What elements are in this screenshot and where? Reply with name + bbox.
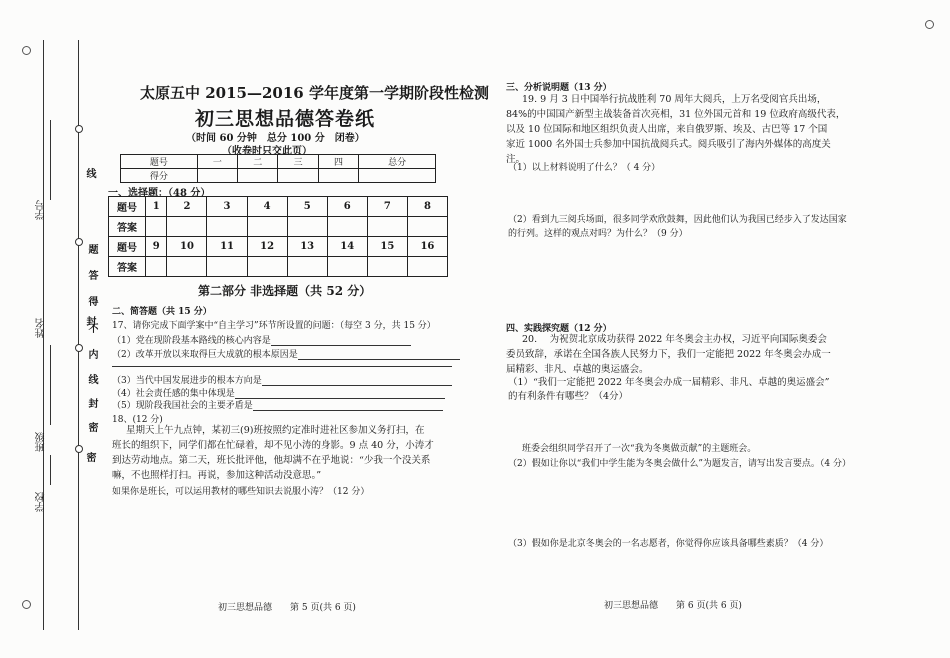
warning-char: 线: [86, 374, 97, 384]
q17-1-text: （1）党在现阶段基本路线的核心内容是: [112, 336, 271, 346]
score-cell[interactable]: [359, 169, 436, 183]
warning-char: 题: [86, 244, 97, 254]
section3-heading: 三、分析说明题（13 分）: [506, 83, 612, 93]
warning-char: 密: [86, 422, 97, 432]
q18-question: 如果你是班长，可以运用教材的哪些知识去说服小涛？（12 分）: [112, 487, 370, 497]
warning-char: 内: [86, 349, 97, 359]
score-header-cell: 一: [197, 155, 237, 169]
exam-name: 太原五中 2015—2016 学年度第一学期阶段性检测: [140, 84, 489, 102]
answer-cell[interactable]: [207, 257, 247, 277]
score-row-label: 得分: [121, 169, 198, 183]
choice-number: 6: [327, 197, 367, 217]
answer-cell[interactable]: [247, 217, 287, 237]
answer-row-label: 答案: [109, 257, 146, 277]
choice-number: 12: [247, 237, 287, 257]
q20-line: 20. 为祝贺北京成功获得 2022 年冬奥会主办权，习近平向国际奥委会: [522, 334, 827, 345]
answer-space[interactable]: [506, 404, 846, 434]
q18-line: 班长的组织下，同学们都在忙碌着，却不见小涛的身影。9 点 40 分，小涛才: [112, 440, 434, 451]
punch-hole: [925, 20, 934, 29]
answer-cell[interactable]: [247, 257, 287, 277]
score-header-cell: 三: [278, 155, 318, 169]
footer-page-left: 第 5 页(共 6 页): [290, 603, 356, 613]
student-id-label: 学号: [36, 200, 47, 220]
q17-item-3: [112, 373, 452, 386]
choice-row-label: 题号: [109, 197, 146, 217]
q18-line: 嘛，不也照样打扫。再说，参加这种活动没意思。”: [112, 470, 322, 481]
seal-mark-seal: 封: [84, 316, 95, 326]
warning-char: 得: [86, 296, 97, 306]
q17-item-5: [112, 398, 443, 411]
exam-meta: （时间 60 分钟 总分 100 分 闭卷）: [186, 133, 365, 144]
name-label: 姓名: [36, 318, 47, 338]
score-header-cell: 题号: [121, 155, 198, 169]
choice-answer-table: [108, 196, 448, 277]
section1-heading: 一、选择题：（48 分）: [108, 188, 211, 199]
q17-5-text: （5）现阶段我国社会的主要矛盾是: [112, 401, 253, 411]
name-field-line: [50, 345, 51, 425]
answer-space[interactable]: [506, 176, 846, 206]
choice-number: 11: [207, 237, 247, 257]
student-id-field-line: [50, 120, 51, 200]
q19-line: 19. 9 月 3 日中国举行抗战胜利 70 周年大阅兵，上万名受阅官兵出场，: [522, 94, 827, 105]
answer-space[interactable]: [506, 242, 846, 312]
choice-number: 9: [146, 237, 167, 257]
seal-mark-secret: 密: [84, 452, 95, 462]
q20-sub-2: （2）假如让你以“我们中学生能为冬奥会做什么”为题发言，请写出发言要点。（4 分）: [508, 459, 852, 469]
answer-cell[interactable]: [407, 217, 447, 237]
choice-row-label: 题号: [109, 237, 146, 257]
binding-circle: [75, 344, 83, 352]
q17-intro: 17、请你完成下面学案中“自主学习”环节所设置的问题：（每空 3 分，共 15 分）: [112, 321, 436, 331]
warning-char: 不: [86, 323, 97, 333]
q19-line: 家近 1000 名外国士兵参加中国抗战阅兵式。阅兵吸引了海内外媒体的高度关: [506, 139, 831, 150]
q19-line: 以及 10 位国际和地区组织负责人出席，来自俄罗斯、埃及、古巴等 17 个国: [506, 124, 828, 135]
score-cell[interactable]: [318, 169, 358, 183]
q18-line: 到达劳动地点。第二天，班长批评他，他却满不在乎地说：“少我一个没关系: [112, 455, 431, 466]
score-cell[interactable]: [278, 169, 318, 183]
answer-cell[interactable]: [167, 217, 207, 237]
q17-2-text: （2）改革开放以来取得巨大成就的根本原因是: [112, 350, 298, 360]
q19-line: 84%的中国国产新型主战装备首次亮相，31 位外国元首和 19 位政府高级代表，: [506, 109, 846, 120]
answer-blank[interactable]: [253, 401, 443, 411]
answer-blank-line[interactable]: [112, 366, 452, 367]
choice-number: 7: [367, 197, 407, 217]
binding-circle: [75, 125, 83, 133]
q19-sub-1: （1）以上材料说明了什么？（ 4 分）: [508, 163, 661, 173]
choice-number: 4: [247, 197, 287, 217]
answer-space[interactable]: [506, 472, 846, 530]
q19-line: 注。: [506, 154, 526, 165]
seal-mark-line: 线: [84, 168, 95, 178]
punch-hole: [22, 46, 31, 55]
q17-4-text: （4）社会责任感的集中体现是: [112, 389, 235, 399]
choice-number: 5: [287, 197, 327, 217]
score-header-cell: 总分: [359, 155, 436, 169]
punch-hole: [22, 600, 31, 609]
answer-cell[interactable]: [327, 257, 367, 277]
section4-heading: 四、实践探究题（12 分）: [506, 324, 612, 334]
q20-sub-1: （1）“我们一定能把 2022 年冬奥会办成一届精彩、非凡、卓越的奥运盛会”: [508, 377, 830, 388]
page-title: 初三思想品德答卷纸: [195, 108, 376, 130]
choice-number: 2: [167, 197, 207, 217]
score-table: [120, 154, 436, 183]
answer-cell[interactable]: [146, 257, 167, 277]
q19-sub-2-line1: （2）看到九三阅兵场面，很多同学欢欣鼓舞，因此他们认为我国已经步入了发达国家: [508, 215, 847, 225]
choice-number: 3: [207, 197, 247, 217]
answer-cell[interactable]: [146, 217, 167, 237]
footer-subject-left: 初三思想品德: [218, 603, 273, 613]
answer-cell[interactable]: [327, 217, 367, 237]
choice-number: 13: [287, 237, 327, 257]
answer-cell[interactable]: [407, 257, 447, 277]
choice-number: 1: [146, 197, 167, 217]
answer-cell[interactable]: [287, 217, 327, 237]
q18-line: 星期天上午九点钟，某初三(9)班按照约定准时进社区参加义务打扫，在: [126, 425, 425, 436]
answer-cell[interactable]: [167, 257, 207, 277]
part2-heading: 第二部分 非选择题（共 52 分）: [198, 284, 372, 298]
choice-number: 16: [407, 237, 447, 257]
q20-meeting: 班委会组织同学召开了一次“我为冬奥做贡献”的主题班会。: [522, 444, 757, 454]
footer-page-right: 第 6 页(共 6 页): [676, 601, 742, 611]
score-header-cell: 二: [238, 155, 278, 169]
answer-blank[interactable]: [271, 336, 411, 346]
warning-char: 答: [86, 270, 97, 280]
q18-head: 18、(12 分): [112, 415, 163, 425]
score-header-cell: 四: [318, 155, 358, 169]
q17-item-1: [112, 333, 411, 346]
binding-circle: [75, 238, 83, 246]
choice-number: 15: [367, 237, 407, 257]
choice-number: 14: [327, 237, 367, 257]
q20-line: 委员致辞，承诺在全国各族人民努力下，我们一定能把 2022 年冬奥会办成一: [506, 349, 831, 360]
choice-number: 10: [167, 237, 207, 257]
q20-sub-3: （3）假如你是北京冬奥会的一名志愿者，你觉得你应该具备哪些素质？（4 分）: [508, 539, 829, 549]
q20-line: 届精彩、非凡、卓越的奥运盛会。: [506, 364, 649, 375]
answer-cell[interactable]: [367, 217, 407, 237]
answer-blank[interactable]: [298, 350, 460, 360]
warning-char: 封: [86, 398, 97, 408]
score-cell[interactable]: [197, 169, 237, 183]
q20-sub-1: 的有利条件有哪些？（4分）: [508, 391, 629, 402]
submit-note: （收卷时只交此页）: [222, 146, 312, 157]
footer-subject-right: 初三思想品德: [604, 601, 659, 611]
answer-blank[interactable]: [262, 376, 452, 386]
class-label: 班级: [36, 432, 47, 452]
answer-cell[interactable]: [207, 217, 247, 237]
choice-number: 8: [407, 197, 447, 217]
class-field-line: [50, 455, 51, 485]
q17-item-2: [112, 347, 460, 360]
q17-3-text: （3）当代中国发展进步的根本方向是: [112, 376, 262, 386]
section2-heading: 二、简答题（共 15 分）: [112, 307, 212, 317]
q19-sub-2-line2: 的行列。这样的观点对吗？为什么？（9 分）: [508, 229, 688, 239]
score-cell[interactable]: [238, 169, 278, 183]
answer-cell[interactable]: [287, 257, 327, 277]
school-label: 学校: [36, 492, 47, 512]
answer-row-label: 答案: [109, 217, 146, 237]
answer-cell[interactable]: [367, 257, 407, 277]
